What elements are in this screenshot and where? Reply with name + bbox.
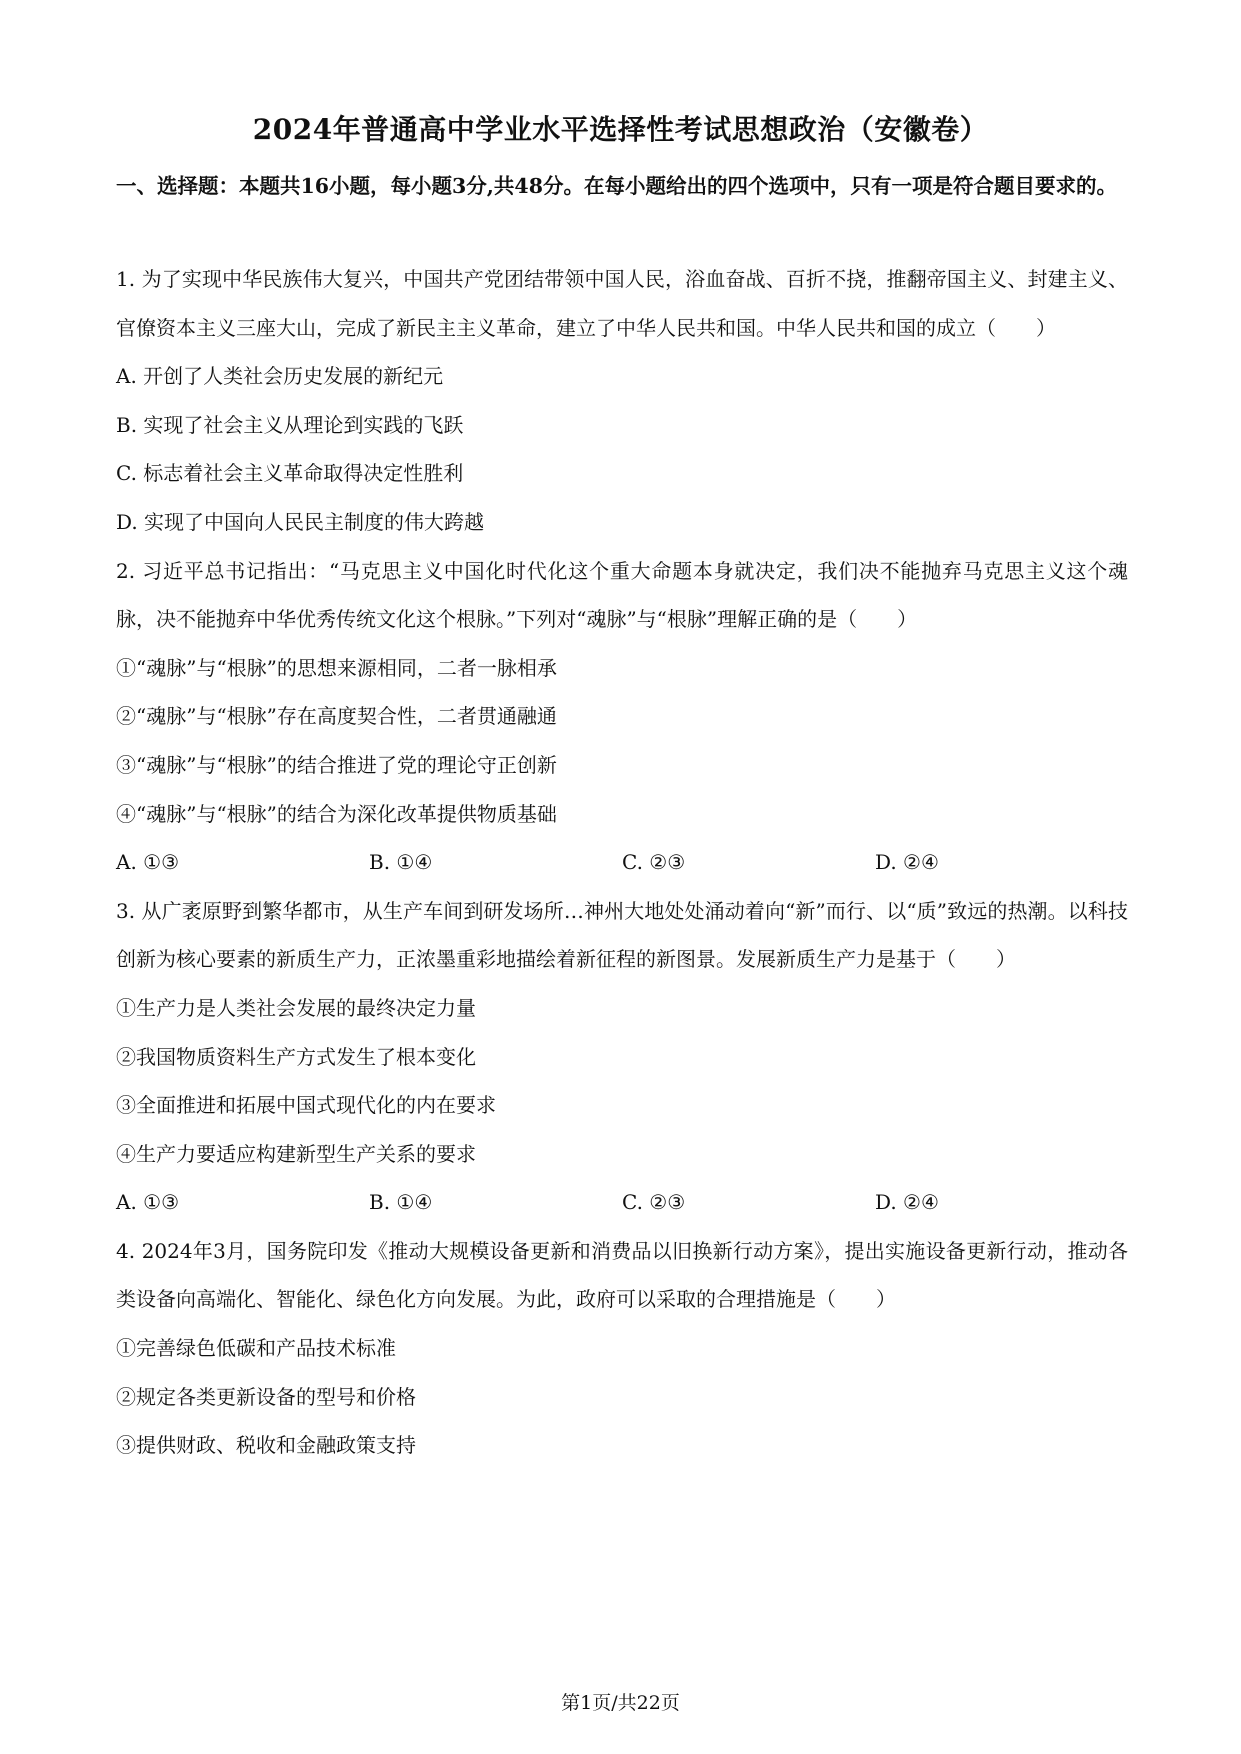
question-list <box>116 255 1128 1470</box>
question-2-option-c: C. ②③ <box>622 850 686 875</box>
question-1-stem: 1. 为了实现中华民族伟大复兴，中国共产党团结带领中国人民，浴血奋战、百折不挠，推翻帝国主义、封建主义、官僚资本主义三座大山，完成了新民主主义革命，建立了中华人民共和国。中华人民共和国的成立（ ） <box>116 267 1128 340</box>
question-2-statement-1: ①“魂脉”与“根脉”的思想来源相同，二者一脉相承 <box>116 655 557 680</box>
question-3-stem: 3. 从广袤原野到繁华都市，从生产车间到研发场所…神州大地处处涌动着向“新”而行、以“质”致远的热潮。以科技创新为核心要素的新质生产力，正浓墨重彩地描绘着新征程的新图景。发展新质生产力是基于（ ） <box>116 898 1128 972</box>
question-2-stem: 2. 习近平总书记指出：“马克思主义中国化时代化这个重大命题本身就决定，我们决不能抛弃马克思主义这个魂脉，决不能抛弃中华优秀传统文化这个根脉。”下列对“魂脉”与“根脉”理解正确的是（ ） <box>116 558 1128 632</box>
question-2-options <box>116 838 1128 887</box>
section-heading: 一、选择题：本题共16小题，每小题3分,共48分。在每小题给出的四个选项中，只有一项是符合题目要求的。 <box>116 174 1117 198</box>
question-3-option-d: D. ②④ <box>875 1190 939 1215</box>
question-4-statement-2: ②规定各类更新设备的型号和价格 <box>116 1384 416 1409</box>
question-1-option-c: C. 标志着社会主义革命取得决定性胜利 <box>116 461 464 486</box>
question-1-option-d: D. 实现了中国向人民民主制度的伟大跨越 <box>116 509 485 534</box>
question-3-statement-3: ③全面推进和拓展中国式现代化的内在要求 <box>116 1093 496 1118</box>
page-title: 2024年普通高中学业水平选择性考试思想政治（安徽卷） <box>252 113 989 146</box>
question-3-statement-2: ②我国物质资料生产方式发生了根本变化 <box>116 1044 476 1069</box>
question-2-option-d: D. ②④ <box>875 850 939 875</box>
question-2-option-b: B. ①④ <box>369 850 433 875</box>
question-2-statement-4: ④“魂脉”与“根脉”的结合为深化改革提供物质基础 <box>116 801 557 826</box>
question-3-statement-1: ①生产力是人类社会发展的最终决定力量 <box>116 995 476 1020</box>
question-3-option-b: B. ①④ <box>369 1190 433 1215</box>
question-3-option-c: C. ②③ <box>622 1190 686 1215</box>
question-1-option-a: A. 开创了人类社会历史发展的新纪元 <box>116 364 444 389</box>
page-footer: 第1页/共22页 <box>561 1692 680 1714</box>
question-1-option-b: B. 实现了社会主义从理论到实践的飞跃 <box>116 412 464 437</box>
question-2-statement-3: ③“魂脉”与“根脉”的结合推进了党的理论守正创新 <box>116 752 557 777</box>
question-4-statement-1: ①完善绿色低碳和产品技术标准 <box>116 1336 396 1361</box>
question-2-statement-2: ②“魂脉”与“根脉”存在高度契合性，二者贯通融通 <box>116 704 557 729</box>
question-4-stem: 4. 2024年3月，国务院印发《推动大规模设备更新和消费品以旧换新行动方案》，提出实施设备更新行动，推动各类设备向高端化、智能化、绿色化方向发展。为此，政府可以采取的合理措施是（ ） <box>116 1238 1128 1312</box>
question-3-option-a: A. ①③ <box>116 1190 180 1215</box>
question-2-option-a: A. ①③ <box>116 850 180 875</box>
question-3-statement-4: ④生产力要适应构建新型生产关系的要求 <box>116 1141 476 1166</box>
question-3-options <box>116 1178 1128 1227</box>
question-4-statement-3: ③提供财政、税收和金融政策支持 <box>116 1433 416 1458</box>
